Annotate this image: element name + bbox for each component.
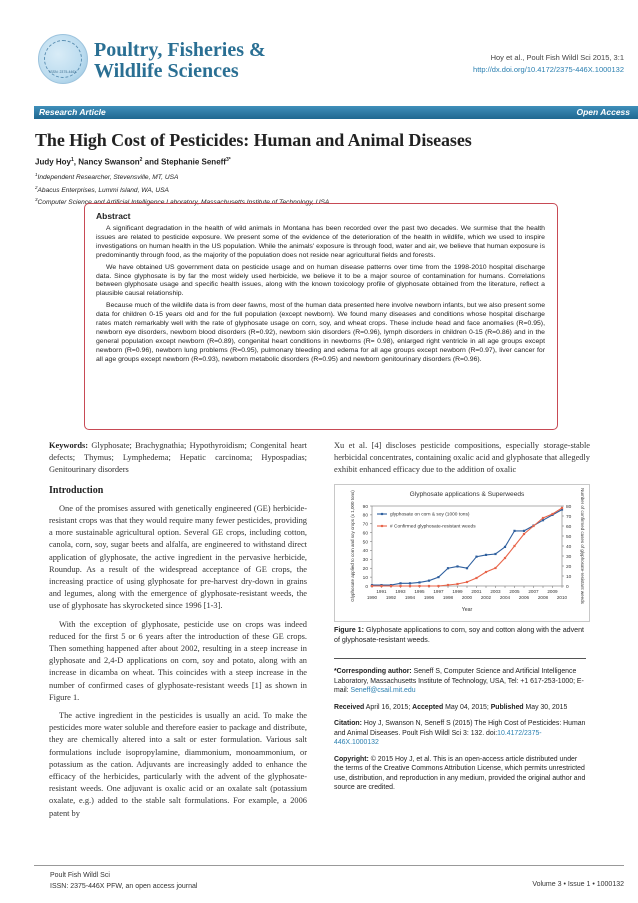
author-sup: 1 bbox=[71, 157, 74, 163]
article-type-band bbox=[34, 106, 638, 119]
body-paragraph: With the exception of glyphosate, pesticide use on crops was indeed reduced for the first 5 or 6 years after the introduction of these GE crops. Then something happened after about 2002, resulting in a steep increase in glyphosate and 2,4-D applications on corn, soy and potato, along with an increase in dicamba on wheat. This coincides with a steep increase in the number of confirmed cases of glyphosate-resistant weeds [1] as shown in Figure 1. bbox=[49, 619, 307, 702]
data-point bbox=[504, 546, 506, 548]
data-point bbox=[513, 545, 515, 547]
data-point bbox=[437, 576, 439, 578]
y2-tick-label: 30 bbox=[566, 554, 572, 560]
affiliation: $^3$Computer Science and Artificial Intelligence Laboratory, Massachusetts Institute of Technology, USA bbox=[35, 197, 330, 207]
data-point bbox=[542, 517, 544, 519]
data-point bbox=[466, 567, 468, 569]
data-point bbox=[561, 507, 563, 509]
dates: Received April 16, 2015; Accepted May 04, 2015; Published May 30, 2015 bbox=[334, 703, 568, 711]
data-point bbox=[485, 571, 487, 573]
data-point bbox=[551, 513, 553, 515]
data-point bbox=[428, 580, 430, 582]
x-tick-label: 2003 bbox=[490, 589, 501, 594]
corresponding-author: *Corresponding author: Seneff S, Computer Science and Artificial Intelligence Laboratory, Massachusetts Institute of Technology, USA, Tel: +1 617-253-1000; E-mail: Seneff@csail.mit.edu bbox=[334, 668, 584, 694]
y2-tick-label: 0 bbox=[566, 584, 569, 590]
x-tick-label: 1993 bbox=[395, 589, 406, 594]
y-tick-label: 20 bbox=[362, 567, 368, 573]
x-tick-label: 1996 bbox=[423, 595, 435, 600]
legend-marker bbox=[381, 513, 383, 515]
x-tick-label: 1990 bbox=[366, 595, 378, 600]
x-tick-label: 2006 bbox=[518, 595, 530, 600]
x-tick-label: 1991 bbox=[376, 589, 387, 594]
y2-tick-label: 20 bbox=[566, 564, 572, 570]
y-tick-label: 10 bbox=[362, 575, 368, 581]
figure-1 bbox=[334, 484, 590, 622]
x-tick-label: 2010 bbox=[556, 595, 568, 600]
data-point bbox=[456, 583, 458, 585]
abstract-paragraph: We have obtained US government data on pesticide usage and on human disease patterns over time from the 1998-2010 hospital discharge data. Since glyphosate is by far the most widely used herbicide, we believe it to be a major source of contamination for humans. Correlations between glyphosate usage and specific health issues, along with the known toxicology profile of glyphosate obtained from the literature, reflect a plausible causal relationship. bbox=[96, 263, 545, 298]
legend-label: # Confirmed glyphosate-resistant weeds bbox=[390, 524, 476, 530]
data-point bbox=[447, 584, 449, 586]
affiliation: $^1$Independent Researcher, Stevensville, MT, USA bbox=[35, 172, 179, 182]
article-type: Research Article bbox=[39, 107, 106, 117]
y-tick-label: 60 bbox=[362, 531, 368, 537]
chart-title: Glyphosate applications & Superweeds bbox=[409, 491, 525, 498]
author-list bbox=[35, 157, 231, 167]
body-paragraph: The active ingredient in the pesticides is usually an acid. To make the pesticides more water soluble and therefore easier to package and distribute, they are chemically altered into a salt or ester formulation. Various salt formulations include isopropylamine, diammonium, monoammonium, or potassium as the cation. Adjuvants are increasingly added to enhance the efficacy of the herbicides, particularly with the advent of the glyphosate-resistant weeds. One adjuvant is oxalic acid or an oxalate salt (potassium oxalate, e.g.) added to the stable salt formulations. For example, a 2006 patent by bbox=[49, 711, 307, 818]
abstract-heading: Abstract bbox=[96, 211, 131, 221]
x-tick-label: 2001 bbox=[471, 589, 482, 594]
data-point bbox=[380, 585, 382, 587]
data-point bbox=[409, 582, 411, 584]
copyright: Copyright: © 2015 Hoy J, et al. This is an open-access article distributed under the terms of the Creative Commons Attribution License, which permits unrestricted use, distribution, and reproduction in any medium, provided the original author and source are credited. bbox=[334, 755, 586, 791]
email-link[interactable]: Seneff@csail.mit.edu bbox=[350, 687, 416, 694]
abstract-box bbox=[84, 203, 558, 430]
chart-frame bbox=[335, 485, 590, 622]
data-point bbox=[494, 567, 496, 569]
data-point bbox=[485, 554, 487, 556]
author-name[interactable]: Judy Hoy bbox=[35, 157, 72, 167]
x-tick-label: 2005 bbox=[509, 589, 520, 594]
keywords bbox=[49, 440, 307, 477]
data-point bbox=[523, 530, 525, 532]
data-point bbox=[494, 553, 496, 555]
x-tick-label: 1998 bbox=[442, 595, 454, 600]
x-tick-label: 2002 bbox=[480, 595, 492, 600]
legend-marker bbox=[381, 525, 383, 527]
data-point bbox=[532, 525, 534, 527]
footer-issn: ISSN: 2375-446X PFW, an open access journal bbox=[50, 883, 198, 890]
journal-name-line2: Wildlife Sciences bbox=[94, 60, 239, 82]
citation: Citation: Hoy J, Swanson N, Seneff S (2015) The High Cost of Pesticides: Human and Animal Diseases. Poult Fish Wildl Sci 3: 132. doi:10.4172/2375-446X.1000132 bbox=[334, 720, 586, 746]
x-tick-label: 2000 bbox=[461, 595, 473, 600]
y2-axis-label: Number of confirmed cases of glyphosate-resistant weeds bbox=[580, 488, 585, 604]
y2-tick-label: 40 bbox=[566, 544, 572, 550]
keywords-text: Glyphosate; Brachygnathia; Hypothyroidism; Congenital heart defects; Thymus; Lymphedema; Hepatic carcinoma; Hypospadias; Genitourinary disorders bbox=[49, 441, 307, 475]
journal-name[interactable] bbox=[94, 40, 266, 82]
data-point bbox=[418, 581, 420, 583]
x-tick-label: 2009 bbox=[547, 589, 558, 594]
x-tick-label: 1997 bbox=[433, 589, 444, 594]
left-column bbox=[49, 440, 307, 826]
keywords-label: Keywords: bbox=[49, 441, 89, 450]
glyphosate-chart bbox=[334, 484, 590, 622]
author-sup: 2 bbox=[139, 157, 143, 163]
footer-divider bbox=[34, 865, 624, 866]
y-axis-label: Glyphosate applied to corn and soy crops (x 1,000 tons) bbox=[350, 490, 355, 602]
data-point bbox=[542, 519, 544, 521]
data-point bbox=[504, 557, 506, 559]
y-tick-label: 70 bbox=[362, 522, 368, 528]
x-tick-label: 2007 bbox=[528, 589, 539, 594]
data-point bbox=[456, 565, 458, 567]
abstract-paragraph: Because much of the wildlife data is from deer fawns, most of the human data presented here involve newborn infants, but we also present some data for children 0-15 years old and for the full population (except newborn). We found many diseases and conditions whose hospital discharge rates match remarkably well with the rate of glyphosate usage on corn, soy, and wheat crops. These include head and face anomalies (R=0.95), newborn eye disorders, newborn blood disorders (R=0.92), newborn skin disorders (R=0.96), lymph disorders in children 0-15 (R=0.86) and in the general population except newborn (R=0.89), congenital heart conditions in newborns (R= 0.98), enlarged right ventricle in all age groups except newborn (R=0.96), newborn lung problems (R=0.95), pulmonary bleeding and edema for all age groups except newborn (R=0.97), liver cancer for all age groups except newborn (R=0.93), newborn metabolic disorders (R=0.95) and newborn genitourinary disorders (R=0.96). bbox=[96, 302, 545, 363]
correspondence-block bbox=[334, 658, 586, 800]
y-tick-label: 40 bbox=[362, 549, 368, 555]
author-name[interactable]: Nancy Swanson bbox=[78, 157, 140, 167]
data-point bbox=[437, 585, 439, 587]
header-doi-link[interactable]: http://dx.doi.org/10.4172/2375-446X.1000132 bbox=[473, 65, 624, 74]
header-citation: Hoy et al., Poult Fish Wildl Sci 2015, 3:1 bbox=[490, 53, 624, 62]
author-separator: and bbox=[142, 157, 162, 167]
data-point bbox=[399, 585, 401, 587]
affiliation: $^2$Abacus Enterprises, Lummi Island, WA, USA bbox=[35, 184, 169, 194]
y2-tick-label: 80 bbox=[566, 504, 572, 510]
data-point bbox=[409, 585, 411, 587]
data-point bbox=[475, 556, 477, 558]
data-point bbox=[513, 530, 515, 532]
body-paragraph: One of the promises assured with genetically engineered (GE) herbicide-resistant crops was that they would require many fewer pesticides, providing a more sustainable agricultural option. Several GE crops, including cotton, canola, corn, soy, sugar beets and alfalfa, are engineered to withstand direct application of glyphosate, the active ingredient in the pervasive herbicide, Roundup. As a result of the widespread acceptance of GE crops, the increasing practice of using glyphosate for pre-harvest dry-down in grains and legumes, along with the emergence of glyphosate-resistant weeds, the use of glyphosate has skyrocketed since 1996 [1-3]. bbox=[49, 503, 307, 611]
data-point bbox=[418, 585, 420, 587]
article-title: The High Cost of Pesticides: Human and Animal Diseases bbox=[35, 130, 472, 150]
y2-tick-label: 70 bbox=[566, 514, 572, 520]
data-point bbox=[523, 533, 525, 535]
y2-tick-label: 10 bbox=[566, 574, 572, 580]
x-tick-label: 2004 bbox=[499, 595, 511, 600]
data-point bbox=[466, 581, 468, 583]
x-tick-label: 1999 bbox=[452, 589, 463, 594]
author-sup: 3* bbox=[225, 157, 231, 163]
x-tick-label: 2008 bbox=[537, 595, 549, 600]
figure-caption-text: Glyphosate applications to corn, soy and cotton along with the advent of glyphosate-resistant weeds. bbox=[334, 626, 585, 644]
x-axis-label: Year bbox=[461, 607, 473, 613]
header-citation-block bbox=[473, 52, 624, 76]
data-point bbox=[371, 585, 373, 587]
journal-name-line1: Poultry, Fisheries & bbox=[94, 39, 266, 61]
y-tick-label: 50 bbox=[362, 540, 368, 546]
footer-volume: Volume 3 • Issue 1 • 1000132 bbox=[532, 881, 624, 888]
author-name[interactable]: Stephanie Seneff bbox=[161, 157, 226, 167]
data-point bbox=[475, 577, 477, 579]
y-tick-label: 0 bbox=[365, 584, 368, 590]
right-column-paragraph: Xu et al. [4] discloses pesticide compositions, especially storage-stable herbicidal concentrates, containing oxalic acid and glyphosate that allegedly exhibit enhanced efficacy due to the addition of oxalic bbox=[334, 441, 590, 475]
abstract-paragraph: A significant degradation in the health of wild animals in Montana has been recorded over the past two decades. We surmise that the health issues are related to pesticide exposure. We present some of the evidence of the deterioration of the health in wildlife, which we used to inspire investigations on human health in the US population. While the animals' exposure is through food, water and air, we believe that human exposure is predominantly through food, as the majority of the population does not reside near agricultural fields and forests. bbox=[96, 225, 545, 259]
citation-doi-link[interactable]: 10.4172/2375-446X.1000132 bbox=[334, 729, 542, 746]
data-point bbox=[399, 582, 401, 584]
figure-caption bbox=[334, 626, 590, 645]
x-tick-label: 1992 bbox=[385, 595, 397, 600]
footer-journal: Poult Fish Wildl Sci bbox=[50, 872, 110, 879]
author-separator: , bbox=[73, 157, 79, 167]
legend-label: glyphosate on corn & soy (1000 tons) bbox=[390, 512, 470, 518]
footer-journal-info bbox=[50, 870, 197, 892]
open-access-label: Open Access bbox=[576, 107, 630, 117]
data-point bbox=[447, 567, 449, 569]
y-tick-label: 30 bbox=[362, 558, 368, 564]
introduction-heading: Introduction bbox=[49, 484, 104, 496]
x-tick-label: 1995 bbox=[414, 589, 425, 594]
figure-caption-label: Figure 1: bbox=[334, 626, 364, 634]
x-tick-label: 1994 bbox=[404, 595, 416, 600]
journal-logo bbox=[38, 34, 88, 84]
logo-issn: ISSN: 2375-446X bbox=[49, 70, 77, 74]
y-tick-label: 80 bbox=[362, 513, 368, 519]
y-tick-label: 90 bbox=[362, 504, 368, 510]
data-point bbox=[428, 585, 430, 587]
y2-tick-label: 60 bbox=[566, 524, 572, 530]
y2-tick-label: 50 bbox=[566, 534, 572, 540]
data-point bbox=[390, 585, 392, 587]
